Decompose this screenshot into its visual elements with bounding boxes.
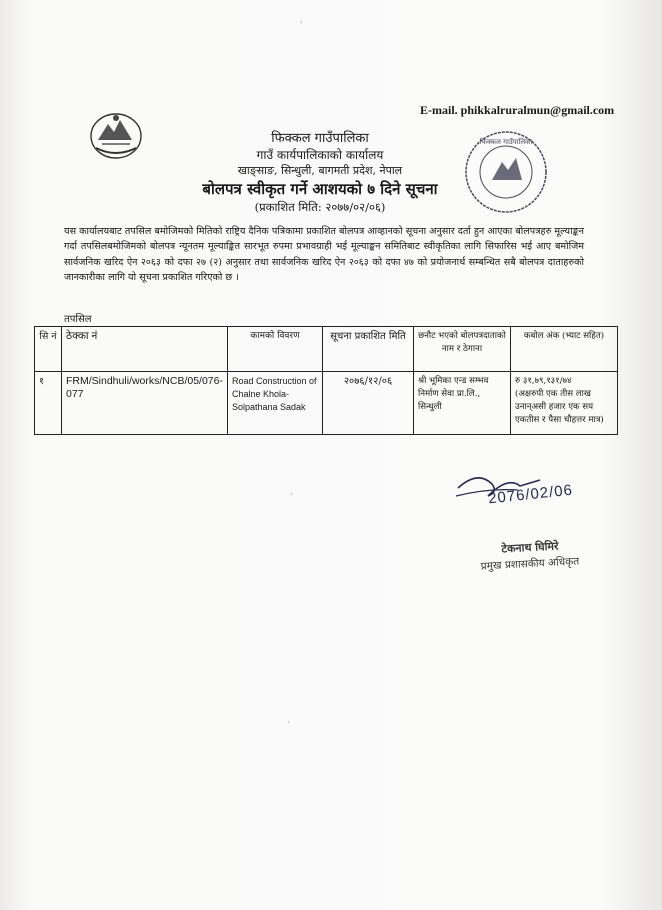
letterhead	[150, 130, 490, 215]
office-name: गाउँ कार्यपालिकाको कार्यालय	[256, 148, 384, 162]
scan-speck: ·	[290, 490, 293, 500]
amount-figure: रु ३१,७९,१३१/७४	[514, 376, 572, 386]
cell-date: २०७६/१२/०६	[322, 372, 413, 435]
notice-body: यस कार्यालयबाट तपसिल बमोजिमको मितिको राष्ट्रिय दैनिक पत्रिकामा प्रकाशित बोलपत्र आव्हानको सूचना अनुसार दर्ता हुन आएका बोलपत्रहरु मूल्याङ्कन गर्दा तपसिलबमोजिमको बोलपत्र न्यूनतम मूल्याङ्कित सारभूत रुपमा प्रभावग्राही भई मूल्याङ्कन समितिबाट स्वीकृतिका लागि सिफारिस भई आए बमोजिम सार्वजनिक खरिद ऐन २०६३ को दफा २७ (२) अनुसार तथा सार्वजनिक खरिद ऐन २०६३ को दफा ४७ को प्रयोजनार्थ सम्बन्धित सबै बोलपत्र दाताहरुको जानकारीका लागि यो सूचना प्रकाशित गरिएको छ ।	[64, 226, 584, 284]
notice-title: बोलपत्र स्वीकृत गर्ने आशयको ७ दिने सूचना	[202, 180, 438, 198]
header-bidder: छनौट भएको बोलपत्रदाताको नाम र ठेगाना	[413, 327, 510, 372]
cell-contract: FRM/Sindhuli/works/NCB/05/076-077	[62, 372, 228, 435]
cell-work: Road Construction of Chalne Khola-Solpathana Sadak	[227, 372, 322, 435]
header-amount: कबोल अंक (भ्याट सहित)	[510, 327, 617, 372]
header-date: सूचना प्रकाशित मिति	[322, 327, 413, 372]
official-name: टेकनाथ घिमिरे	[501, 539, 559, 556]
office-address: खाङ्साङ, सिन्धुली, बागमती प्रदेश, नेपाल	[237, 164, 403, 177]
schedule-label: तपसिल	[64, 314, 92, 325]
email-line: E-mail. phikkalruralmun@gmail.com	[420, 103, 615, 117]
header-work: कामको विवरण	[227, 327, 322, 372]
scan-speck: ·	[300, 18, 303, 28]
table-header-row	[35, 327, 618, 372]
municipality-name: फिक्कल गाउँपालिका	[271, 131, 369, 146]
cell-sn: १	[35, 372, 62, 435]
scan-speck: ·	[287, 718, 290, 728]
award-table	[34, 326, 618, 435]
cell-amount	[510, 372, 617, 435]
table-row	[35, 372, 618, 435]
header-sn: सि नं	[35, 327, 62, 372]
amount-words: (अक्षरुपी एक तीस लाख उनान्असी हजार एक सय एकतीस र पैसा चौहत्तर मात्र)	[514, 389, 604, 425]
official-stamp	[470, 540, 590, 571]
signature-date: 2076/02/06	[487, 481, 574, 508]
header-contract: ठेक्का नं	[62, 327, 228, 372]
nepal-emblem-logo	[88, 110, 144, 162]
published-date: (प्रकाशित मिति: २०७७/०२/०६)	[254, 200, 386, 214]
official-title: प्रमुख प्रशासकीय अधिकृत	[480, 555, 580, 573]
cell-bidder: श्री भूमिका एन्ड सम्भव निर्माण सेवा प्रा.लि., सिन्धुली	[413, 372, 510, 435]
stamp-text: फिक्कल गाउँपालिका	[479, 138, 533, 146]
